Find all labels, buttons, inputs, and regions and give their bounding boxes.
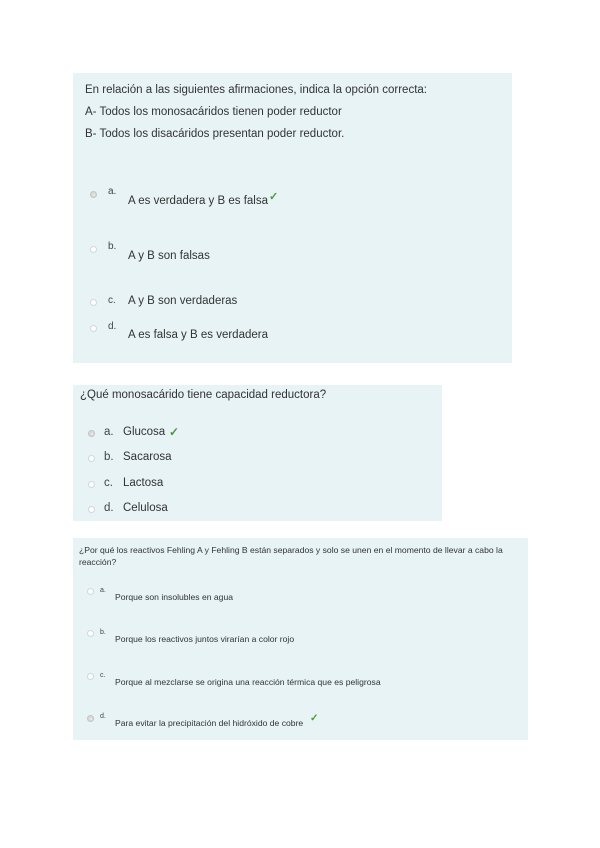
question-3-card — [73, 538, 528, 740]
option-letter: c. — [108, 295, 116, 306]
radio-button-selected[interactable] — [88, 430, 95, 437]
question-1-card — [73, 73, 512, 363]
radio-button[interactable] — [88, 481, 95, 488]
check-icon: ✓ — [269, 191, 279, 203]
radio-button[interactable] — [90, 246, 97, 253]
option-letter: a. — [108, 186, 117, 197]
radio-button[interactable] — [87, 630, 94, 637]
option-letter: b. — [104, 451, 114, 463]
option-label: Para evitar la precipitación del hidróxido de cobre — [115, 718, 304, 728]
option-letter: a. — [100, 587, 106, 594]
option-letter: d. — [104, 502, 114, 514]
question-1-statement-a: A- Todos los monosacáridos tienen poder reductor — [85, 106, 342, 118]
question-3-text: ¿Por qué los reactivos Fehling A y Fehling B están separados y solo se unen en el momento de llevar a cabo la reacción? — [79, 545, 503, 567]
radio-button[interactable] — [90, 299, 97, 306]
radio-button[interactable] — [88, 455, 95, 462]
option-label: Porque son insolubles en agua — [115, 592, 234, 602]
option-letter: b. — [108, 241, 117, 252]
radio-button[interactable] — [90, 325, 97, 332]
check-icon: ✓ — [310, 713, 319, 724]
question-1-intro: En relación a las siguientes afirmaciones, indica la opción correcta: — [85, 84, 427, 96]
radio-button[interactable] — [87, 588, 94, 595]
check-icon: ✓ — [169, 425, 180, 439]
option-letter: d. — [108, 321, 117, 332]
option-letter: b. — [100, 629, 106, 636]
option-label: Porque al mezclarse se origina una reacción térmica que es peligrosa — [115, 677, 381, 687]
option-letter: a. — [104, 426, 114, 438]
radio-button-selected[interactable] — [90, 191, 97, 198]
radio-button[interactable] — [87, 673, 94, 680]
option-label: A y B son verdaderas — [128, 295, 238, 307]
option-label: Celulosa — [123, 502, 168, 514]
option-label: A es verdadera y B es falsa — [128, 195, 268, 207]
option-letter: d. — [100, 713, 106, 720]
radio-button[interactable] — [88, 506, 95, 513]
radio-button-selected[interactable] — [87, 715, 94, 722]
question-2-card — [73, 385, 442, 521]
option-label: Lactosa — [123, 477, 164, 489]
option-letter: c. — [104, 477, 113, 489]
option-letter: c. — [100, 672, 106, 679]
option-label: A y B son falsas — [128, 250, 210, 262]
question-1-statement-b: B- Todos los disacáridos presentan poder reductor. — [85, 128, 345, 140]
question-2-text: ¿Qué monosacárido tiene capacidad reductora? — [80, 389, 327, 401]
option-label: Sacarosa — [123, 451, 172, 463]
option-label: Glucosa — [123, 426, 166, 438]
option-label: Porque los reactivos juntos virarían a color rojo — [115, 634, 295, 644]
option-label: A es falsa y B es verdadera — [128, 329, 268, 341]
